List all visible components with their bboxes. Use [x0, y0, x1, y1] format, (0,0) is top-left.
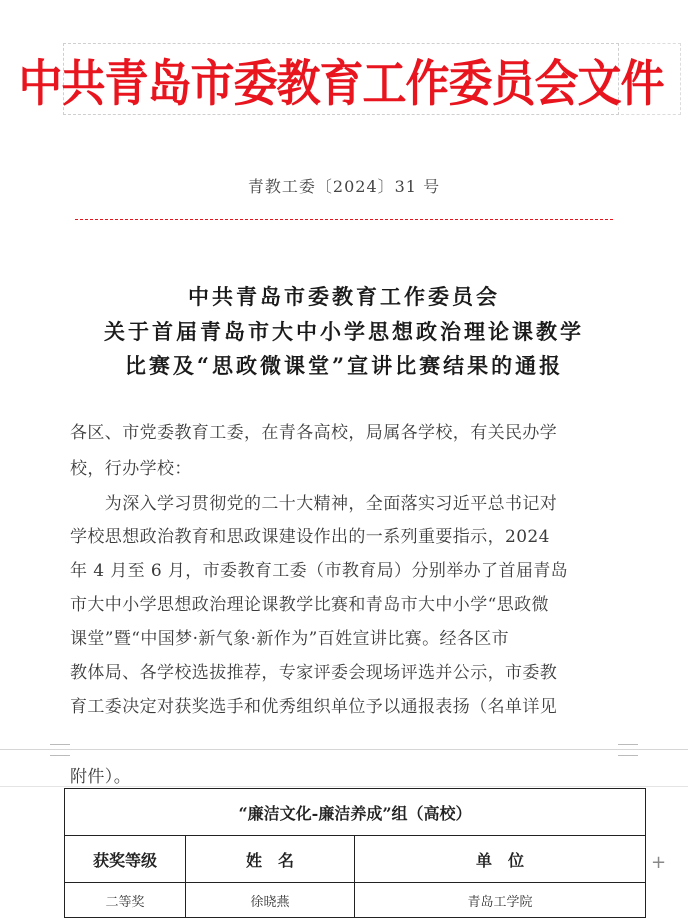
document-number: 青教工委〔2024〕31 号 — [247, 177, 441, 196]
body-line: 附件）。 — [70, 767, 132, 787]
cell-unit: 青岛工学院 — [355, 883, 646, 918]
body-line: 育工委决定对获奖选手和优秀组织单位予以通报表扬（名单详见 — [70, 697, 558, 717]
document-masthead: 中共青岛市委教育工作委员会文件 — [18, 55, 664, 113]
body-line: 年 4 月至 6 月，市委教育工委（市教育局）分别举办了首届青岛 — [70, 561, 569, 581]
page-top-line — [0, 786, 688, 787]
add-row-plus-icon[interactable]: + — [651, 852, 667, 873]
title-line-2: 关于首届青岛市大中小学思想政治理论课教学 — [104, 319, 584, 344]
table-title: “廉洁文化-廉洁养成”组（高校） — [65, 789, 646, 836]
header-unit: 单 位 — [355, 836, 646, 883]
body-line: 学校思想政治教育和思政课建设作出的一系列重要指示，2024 — [70, 527, 550, 547]
body-line: 校，行办学校： — [70, 459, 192, 479]
page-break-marker-right[interactable] — [618, 744, 638, 756]
title-line-1: 中共青岛市委教育工作委员会 — [188, 284, 500, 309]
red-separator-line — [75, 219, 613, 220]
body-line: 教体局、各学校选拔推荐，专家评委会现场评选并公示，市委教 — [70, 663, 558, 683]
body-line: 市大中小学思想政治理论课教学比赛和青岛市大中小学“思政微 — [70, 595, 549, 615]
header-award-level: 获奖等级 — [65, 836, 186, 883]
body-line: 课堂”暨“中国梦·新气象·新作为”百姓宣讲比赛。经各区市 — [70, 629, 510, 649]
page-break-line — [0, 749, 688, 750]
header-name: 姓 名 — [186, 836, 355, 883]
cell-award-level: 二等奖 — [65, 883, 186, 918]
body-line: 为深入学习贯彻党的二十大精神，全面落实习近平总书记对 — [70, 494, 558, 514]
body-line: 各区、市党委教育工委，在青各高校，局属各学校，有关民办学 — [70, 423, 558, 443]
title-line-3: 比赛及“思政微课堂”宣讲比赛结果的通报 — [124, 353, 564, 378]
cell-name: 徐晓燕 — [186, 883, 355, 918]
table-row — [65, 883, 646, 918]
page-break-marker-left[interactable] — [50, 744, 70, 756]
awards-table — [64, 788, 646, 918]
